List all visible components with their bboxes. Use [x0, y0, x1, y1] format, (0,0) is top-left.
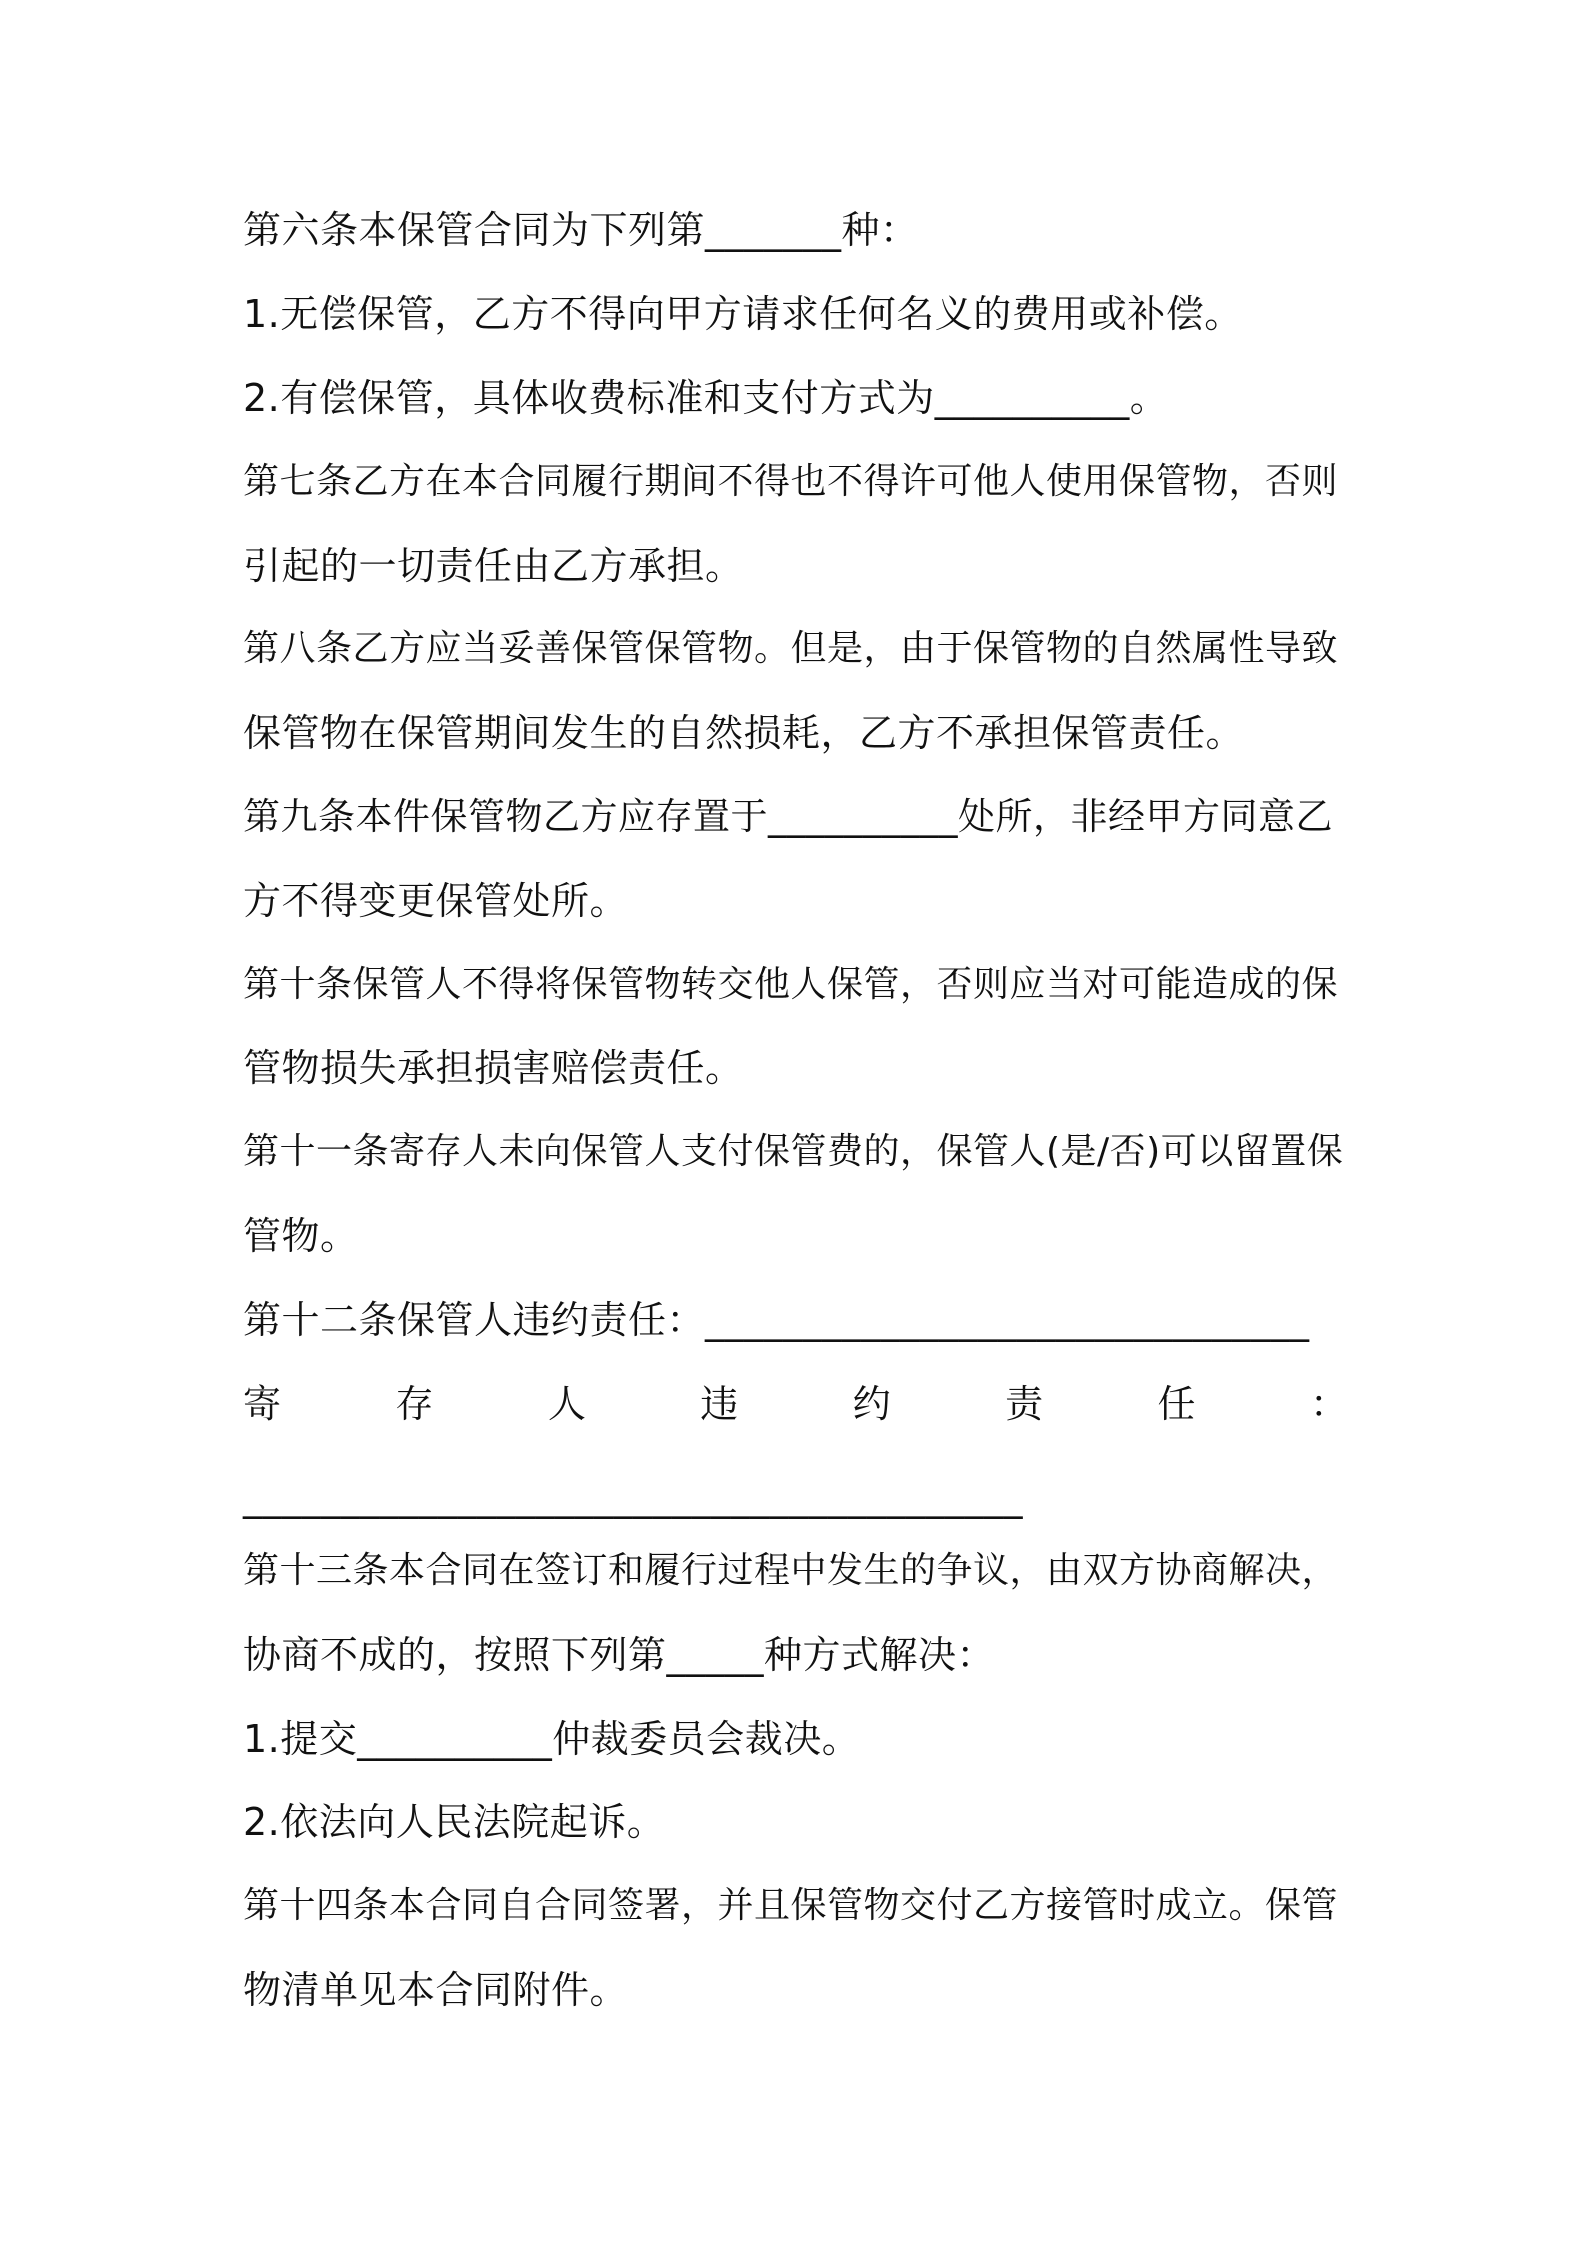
- clause-13-option-2: 2.依法向人民法院起诉。: [243, 1800, 666, 1844]
- clause-6-option-1: 1.无偿保管，乙方不得向甲方请求任何名义的费用或补偿。: [243, 292, 1243, 336]
- spread-char: 违: [700, 1382, 739, 1426]
- clause-14-line-1: 第十四条本合同自合同签署，并且保管物交付乙方接管时成立。保管: [243, 1885, 1339, 1926]
- clause-8-line-2: 保管物在保管期间发生的自然损耗，乙方不承担保管责任。: [243, 711, 1245, 755]
- clause-9-line-1: 第九条本件保管物乙方应存置于__________处所，非经甲方同意乙: [243, 795, 1333, 838]
- clause-6-option-2: 2.有偿保管，具体收费标准和支付方式为__________。: [243, 376, 1169, 420]
- spread-char: 存: [395, 1382, 434, 1426]
- clause-13-option-1: 1.提交__________仲裁委员会裁决。: [243, 1717, 861, 1761]
- clause-13-line-2: 协商不成的，按照下列第_____种方式解决：: [243, 1633, 996, 1677]
- clause-10-line-2: 管物损失承担损害赔偿责任。: [243, 1046, 744, 1090]
- spread-char: 约: [852, 1382, 891, 1426]
- spread-char: 任: [1157, 1382, 1196, 1426]
- clause-8-line-1: 第八条乙方应当妥善保管保管物。但是，由于保管物的自然属性导致: [243, 628, 1339, 669]
- clause-13-line-1: 第十三条本合同在签订和履行过程中发生的争议，由双方协商解决，: [243, 1550, 1339, 1591]
- clause-12-depositor-liability: [243, 1379, 1348, 1429]
- clause-9-line-2: 方不得变更保管处所。: [243, 879, 629, 923]
- clause-14-line-2: 物清单见本合同附件。: [243, 1968, 629, 2012]
- clause-7-line-1: 第七条乙方在本合同履行期间不得也不得许可他人使用保管物，否则: [243, 461, 1339, 502]
- clause-6-title: 第六条本保管合同为下列第_______种：: [243, 208, 919, 252]
- spread-char: 人: [547, 1382, 586, 1426]
- clause-10-line-1: 第十条保管人不得将保管物转交他人保管，否则应当对可能造成的保: [243, 964, 1339, 1005]
- clause-12-blank-line: ________________________________________: [243, 1475, 1023, 1519]
- clause-7-line-2: 引起的一切责任由乙方承担。: [243, 544, 744, 588]
- clause-12-custodian-liability: 第十二条保管人违约责任：_______________________________: [243, 1298, 1310, 1342]
- clause-11-line-1: 第十一条寄存人未向保管人支付保管费的，保管人(是/否)可以留置保: [243, 1131, 1344, 1172]
- clause-11-line-2: 管物。: [243, 1214, 359, 1258]
- spread-char: 责: [1005, 1382, 1044, 1426]
- spread-char: ：: [1309, 1382, 1348, 1426]
- spread-char: 寄: [243, 1382, 282, 1426]
